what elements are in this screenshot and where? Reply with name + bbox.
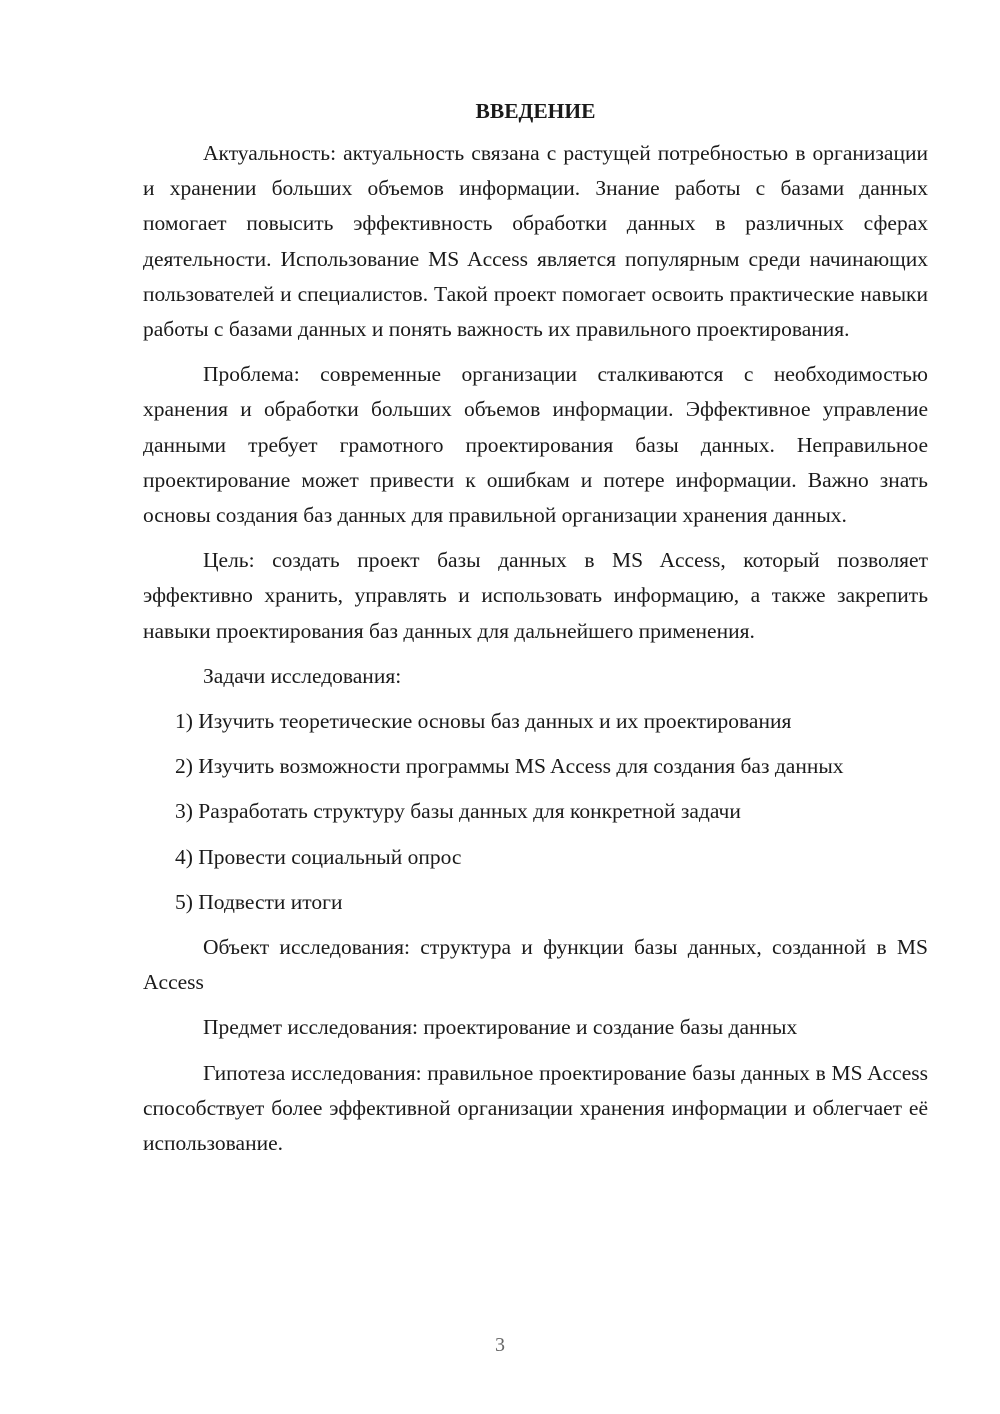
task-item-2: 2) Изучить возможности программы MS Access для создания баз данных: [175, 754, 844, 779]
subject-paragraph: Предмет исследования: проектирование и создание базы данных: [203, 1015, 798, 1040]
task-item-1: 1) Изучить теоретические основы баз данных и их проектирования: [175, 709, 792, 734]
task-item-4: 4) Провести социальный опрос: [175, 844, 462, 869]
relevance-paragraph: Актуальность: актуальность связана с растущей потребностью в организации и хранении больших объемов информации. Знание работы с базами данных помогает повысить эффективность обработки данных в различных сферах деятельности. Использование MS Access является популярным среди начинающих пользователей и специалистов. Такой проект помогает освоить практические навыки работы с базами данных и понять важность их правильного проектирования.: [143, 141, 928, 342]
object-paragraph: Объект исследования: структура и функции базы данных, созданной в MS Access: [143, 935, 928, 995]
tasks-heading: Задачи исследования:: [203, 663, 402, 688]
goal-paragraph: Цель: создать проект базы данных в MS Access, который позволяет эффективно хранить, управлять и использовать информацию, а также закрепить навыки проектирования баз данных для дальнейшего применения.: [143, 548, 928, 643]
problem-paragraph: Проблема: современные организации сталкиваются с необходимостью хранения и обработки больших объемов информации. Эффективное управление данными требует грамотного проектирования базы данных. Неправильное проектирование может привести к ошибкам и потере информации. Важно знать основы создания баз данных для правильной организации хранения данных.: [143, 362, 928, 528]
page-number: 3: [495, 1334, 505, 1356]
task-item-5: 5) Подвести итоги: [175, 889, 343, 914]
section-title: ВВЕДЕНИЕ: [475, 99, 596, 123]
task-item-3: 3) Разработать структуру базы данных для конкретной задачи: [175, 799, 741, 824]
document-page: [143, 96, 928, 1171]
hypothesis-paragraph: Гипотеза исследования: правильное проектирование базы данных в MS Access способствует более эффективной организации хранения информации и облегчает её использование.: [143, 1060, 928, 1156]
